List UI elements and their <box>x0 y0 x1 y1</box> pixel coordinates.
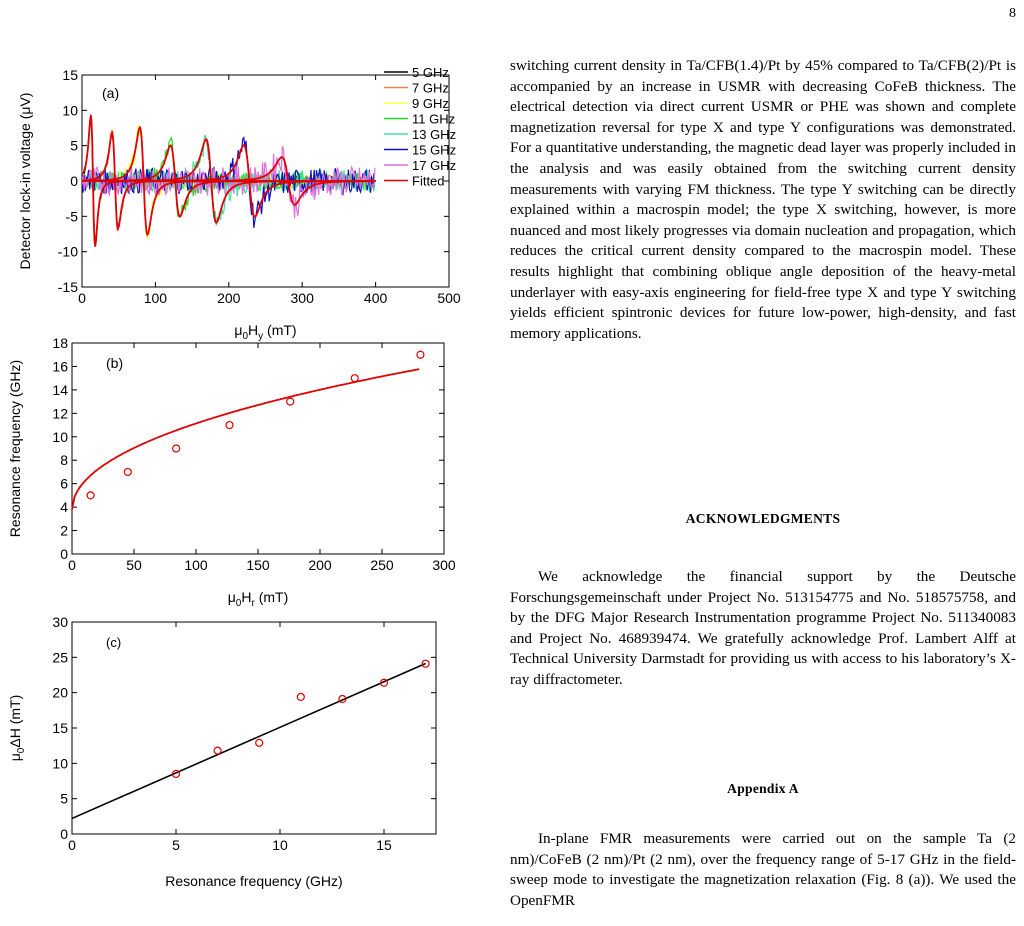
page-number: 8 <box>1009 6 1016 21</box>
fit-curve <box>72 369 419 509</box>
acknowledgments-heading: ACKNOWLEDGMENTS <box>685 511 841 526</box>
y-tick-label: 15 <box>52 720 68 736</box>
y-tick-label: 25 <box>52 649 68 666</box>
x-tick-label: 50 <box>126 557 142 573</box>
y-tick-label: 10 <box>62 102 78 119</box>
x-tick-label: 0 <box>78 290 86 306</box>
y-tick-label: 5 <box>60 790 68 807</box>
appendix-heading: Appendix A <box>727 781 799 796</box>
data-point <box>124 468 131 475</box>
acknowledgments-paragraph <box>510 567 1016 691</box>
y-tick-label: 15 <box>62 67 78 83</box>
legend-entry: Fitted <box>412 173 445 189</box>
y-tick-label: 0 <box>60 826 68 842</box>
x-tick-label: 200 <box>308 557 332 573</box>
y-tick-label: 0 <box>60 546 68 562</box>
y-tick-label: 5 <box>70 137 78 154</box>
panel-label: (c) <box>106 635 122 650</box>
y-axis-label: $\mu_0\Delta H$ (mT) <box>7 694 27 762</box>
y-axis-label: Detector lock-in voltage (μV) <box>17 92 33 270</box>
y-tick-label: -10 <box>57 243 78 260</box>
x-tick-label: 200 <box>217 290 241 306</box>
y-tick-label: 18 <box>52 335 68 351</box>
y-tick-label: 10 <box>52 428 68 445</box>
appendix-paragraph <box>510 829 1016 926</box>
x-tick-label: 100 <box>143 290 168 306</box>
x-tick-label: 250 <box>370 557 394 573</box>
data-point <box>297 693 304 700</box>
y-tick-label: 6 <box>60 475 68 492</box>
x-tick-label: 300 <box>432 557 456 573</box>
x-axis-label: Resonance frequency (GHz) <box>165 873 343 889</box>
y-tick-label: 8 <box>60 452 68 469</box>
x-tick-label: 0 <box>68 557 76 573</box>
paragraph-text: We acknowledge the financial support by the Deutsche Forschungsgemeinschaft under Project No. 513154775 and No. 518575758, and by the DFG Major Research Instrumentation programme Project No. 511340083 and Project No. 468939474. We gratefully acknowledge Prof. Lambert Alff at Technical University Darmstadt for providing us with access to his laboratory’s X-ray diffractometer. <box>510 568 1016 688</box>
x-tick-label: 500 <box>437 290 461 306</box>
legend-entry: 5 GHz <box>412 65 449 80</box>
y-tick-label: 20 <box>52 684 68 701</box>
legend-entry: 13 GHz <box>412 127 457 142</box>
y-tick-label: 16 <box>52 358 68 375</box>
figure-8 <box>0 60 500 920</box>
y-tick-label: 30 <box>52 614 68 630</box>
legend-entry: 9 GHz <box>412 96 449 111</box>
x-tick-label: 400 <box>363 290 388 306</box>
x-tick-label: 15 <box>376 837 392 853</box>
legend-entry: 7 GHz <box>412 80 449 96</box>
data-point <box>287 398 294 405</box>
paragraph-text: In-plane FMR measurements were carried out on the sample Ta (2 nm)/CoFeB (2 nm)/Pt (2 nm), over the frequency range of 5-17 GHz in the field-sweep mode to investigate the magnetization relaxation (Fig. 8 (a)). We used the OpenFMR <box>510 830 1016 909</box>
data-series <box>82 115 376 247</box>
x-tick-label: 0 <box>68 837 76 853</box>
panel-label: (a) <box>102 85 120 101</box>
y-tick-label: 12 <box>52 405 68 422</box>
y-tick-label: -5 <box>65 208 78 225</box>
fit-line <box>72 663 426 818</box>
data-point <box>351 375 358 382</box>
legend-entry: 15 GHz <box>412 142 457 158</box>
y-axis-label: Resonance frequency (GHz) <box>7 359 23 538</box>
y-tick-label: 14 <box>52 381 68 398</box>
x-tick-label: 300 <box>290 290 314 306</box>
data-point <box>226 422 233 429</box>
data-point <box>173 445 180 452</box>
x-axis-label: $\mu_0H_y$ (mT) <box>234 322 297 342</box>
data-point <box>214 747 221 754</box>
y-tick-label: 2 <box>60 522 68 539</box>
y-tick-label: -15 <box>57 279 78 295</box>
x-tick-label: 150 <box>246 557 270 573</box>
data-point <box>256 739 263 746</box>
panel-label: (b) <box>106 355 124 371</box>
paragraph-text: switching current density in Ta/CFB(1.4)/Pt by 45% compared to Ta/CFB(2)/Pt is accompanied by an increase in USMR with decreasing CoFeB thickness. The electrical detection via direct current USMR or PHE was shown and complete magnetization reversal for type X and type Y configurations was demonstrated. For a quantitative understanding, the magnetic dead layer was properly included in the analysis and was easily obtained from the switching current density measurements with varying FM thickness. The type Y switching can be directly explained within a macrospin model; the type X switching, however, is more nuanced and most likely progresses via domain nucleation and propagation, which reduces the critical current density compared to the macrospin model. These results highlight that combining oblique angle deposition of the heavy-metal underlayer with easy-axis engineering for field-free type X and type Y switching yields efficient spintronic devices for future low-power, high-density, and fast memory applications. <box>510 57 1016 342</box>
y-tick-label: 0 <box>70 173 78 189</box>
x-tick-label: 10 <box>272 837 288 853</box>
legend-entry: 17 GHz <box>412 158 457 173</box>
legend-entry: 11 GHz <box>412 111 456 127</box>
x-tick-label: 100 <box>184 557 208 573</box>
y-tick-label: 4 <box>60 499 68 516</box>
x-tick-label: 5 <box>172 837 180 853</box>
plot-frame <box>72 622 436 834</box>
data-point <box>87 492 94 499</box>
x-axis-label: $\mu_0H_r$ (mT) <box>227 589 289 609</box>
y-tick-label: 10 <box>52 755 68 772</box>
data-point <box>417 351 424 358</box>
conclusion-paragraph <box>510 56 1016 344</box>
